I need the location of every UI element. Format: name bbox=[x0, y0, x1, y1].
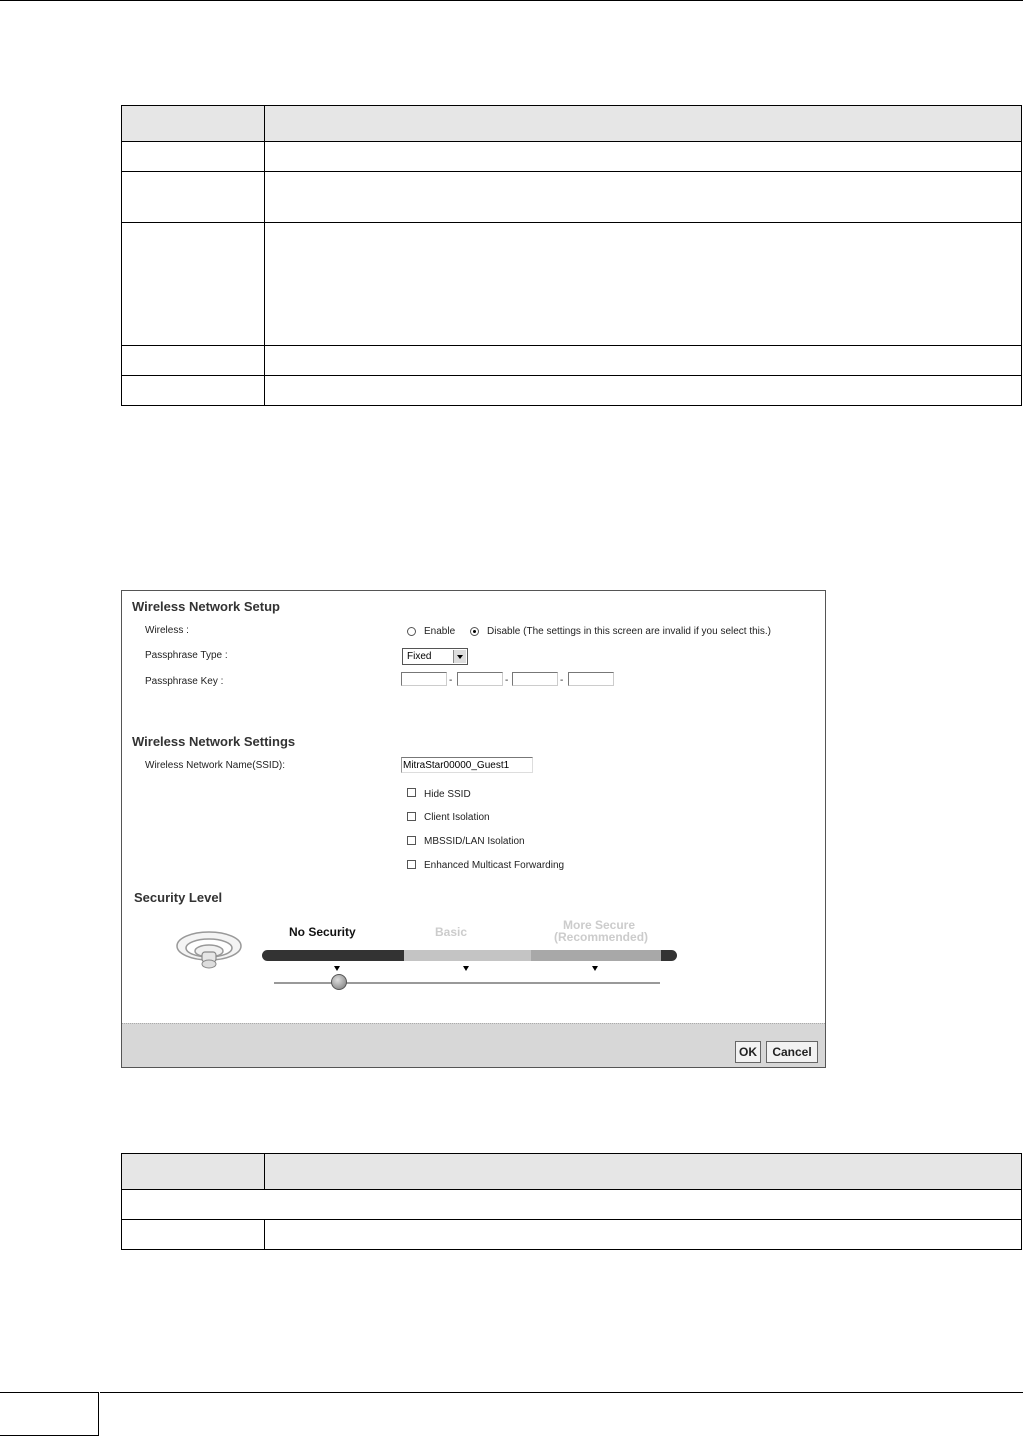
passphrase-key-field-1[interactable] bbox=[401, 672, 447, 686]
cell-label bbox=[122, 1220, 265, 1250]
passphrase-key-field-2[interactable] bbox=[457, 672, 503, 686]
table-row bbox=[122, 376, 1022, 406]
hide-ssid-label: Hide SSID bbox=[424, 789, 471, 800]
key-separator: - bbox=[505, 675, 509, 686]
table-section-row bbox=[122, 1190, 1022, 1220]
security-bar-none bbox=[262, 950, 404, 961]
wireless-label: Wireless : bbox=[145, 625, 189, 636]
field-description-table-top bbox=[121, 105, 1022, 406]
ok-button[interactable]: OK bbox=[735, 1041, 761, 1063]
cancel-button[interactable]: Cancel bbox=[766, 1041, 818, 1063]
passphrase-type-label: Passphrase Type : bbox=[145, 650, 228, 661]
table-header-row bbox=[122, 1154, 1022, 1190]
marker-more-secure-icon bbox=[592, 966, 598, 971]
enhanced-multicast-label: Enhanced Multicast Forwarding bbox=[424, 860, 565, 871]
security-level-recommended: (Recommended) bbox=[554, 930, 649, 944]
passphrase-key-label: Passphrase Key : bbox=[145, 676, 224, 687]
wireless-enable-radio[interactable] bbox=[407, 627, 416, 636]
cell-label bbox=[122, 376, 265, 406]
enable-label: Enable bbox=[424, 626, 456, 637]
security-level-more-secure[interactable]: More Secure bbox=[563, 918, 636, 932]
cell-label bbox=[122, 142, 265, 172]
security-level-basic[interactable]: Basic bbox=[435, 925, 468, 939]
cell-description bbox=[265, 376, 1022, 406]
ssid-input[interactable]: MitraStar00000_Guest1 bbox=[401, 757, 533, 773]
field-description-table-bottom bbox=[121, 1153, 1022, 1250]
key-separator: - bbox=[449, 675, 453, 686]
section-cell bbox=[122, 1190, 1022, 1220]
security-bar-more-secure bbox=[531, 950, 661, 961]
cell-description bbox=[265, 1220, 1022, 1250]
cell-description bbox=[265, 223, 1022, 346]
marker-none-icon bbox=[334, 966, 340, 971]
header-label bbox=[122, 1154, 265, 1190]
table-row bbox=[122, 142, 1022, 172]
section-title-security: Security Level bbox=[134, 890, 223, 905]
disable-label: Disable (The settings in this screen are invalid if you select this.) bbox=[487, 626, 772, 637]
passphrase-key-field-4[interactable] bbox=[568, 672, 614, 686]
enhanced-multicast-checkbox[interactable] bbox=[407, 860, 416, 869]
passphrase-key-field-3[interactable] bbox=[512, 672, 558, 686]
header-description bbox=[265, 106, 1022, 142]
wireless-disable-radio[interactable] bbox=[470, 627, 479, 636]
cell-description bbox=[265, 346, 1022, 376]
header-label bbox=[122, 106, 265, 142]
hide-ssid-checkbox[interactable] bbox=[407, 788, 416, 797]
mbssid-lan-isolation-label: MBSSID/LAN Isolation bbox=[424, 836, 525, 847]
mbssid-lan-isolation-checkbox[interactable] bbox=[407, 836, 416, 845]
cell-label bbox=[122, 346, 265, 376]
cell-label bbox=[122, 223, 265, 346]
ssid-label: Wireless Network Name(SSID): bbox=[145, 760, 286, 771]
table-row bbox=[122, 172, 1022, 223]
table-row bbox=[122, 223, 1022, 346]
header-rule bbox=[0, 0, 1023, 1]
page-number-box bbox=[0, 1392, 99, 1436]
client-isolation-label: Client Isolation bbox=[424, 812, 490, 823]
passphrase-type-select[interactable] bbox=[402, 648, 468, 665]
key-separator: - bbox=[560, 675, 564, 686]
footer-rule bbox=[100, 1392, 1023, 1393]
security-bar-end bbox=[661, 950, 677, 961]
passphrase-type-value: Fixed bbox=[407, 651, 432, 662]
table-row bbox=[122, 346, 1022, 376]
security-level-none[interactable]: No Security bbox=[289, 925, 356, 939]
section-title-settings: Wireless Network Settings bbox=[132, 734, 296, 749]
wireless-router-icon bbox=[172, 927, 246, 973]
cell-description bbox=[265, 142, 1022, 172]
header-description bbox=[265, 1154, 1022, 1190]
table-header-row bbox=[122, 106, 1022, 142]
table-row bbox=[122, 1220, 1022, 1250]
chevron-down-icon[interactable] bbox=[453, 650, 466, 663]
security-bar-basic bbox=[404, 950, 531, 961]
guest-wlan-config-screenshot bbox=[121, 590, 826, 1068]
client-isolation-checkbox[interactable] bbox=[407, 812, 416, 821]
cell-label bbox=[122, 172, 265, 223]
security-slider-handle[interactable] bbox=[331, 974, 347, 990]
marker-basic-icon bbox=[463, 966, 469, 971]
panel-footer bbox=[122, 1023, 825, 1068]
section-title-setup: Wireless Network Setup bbox=[132, 599, 280, 614]
cell-description bbox=[265, 172, 1022, 223]
